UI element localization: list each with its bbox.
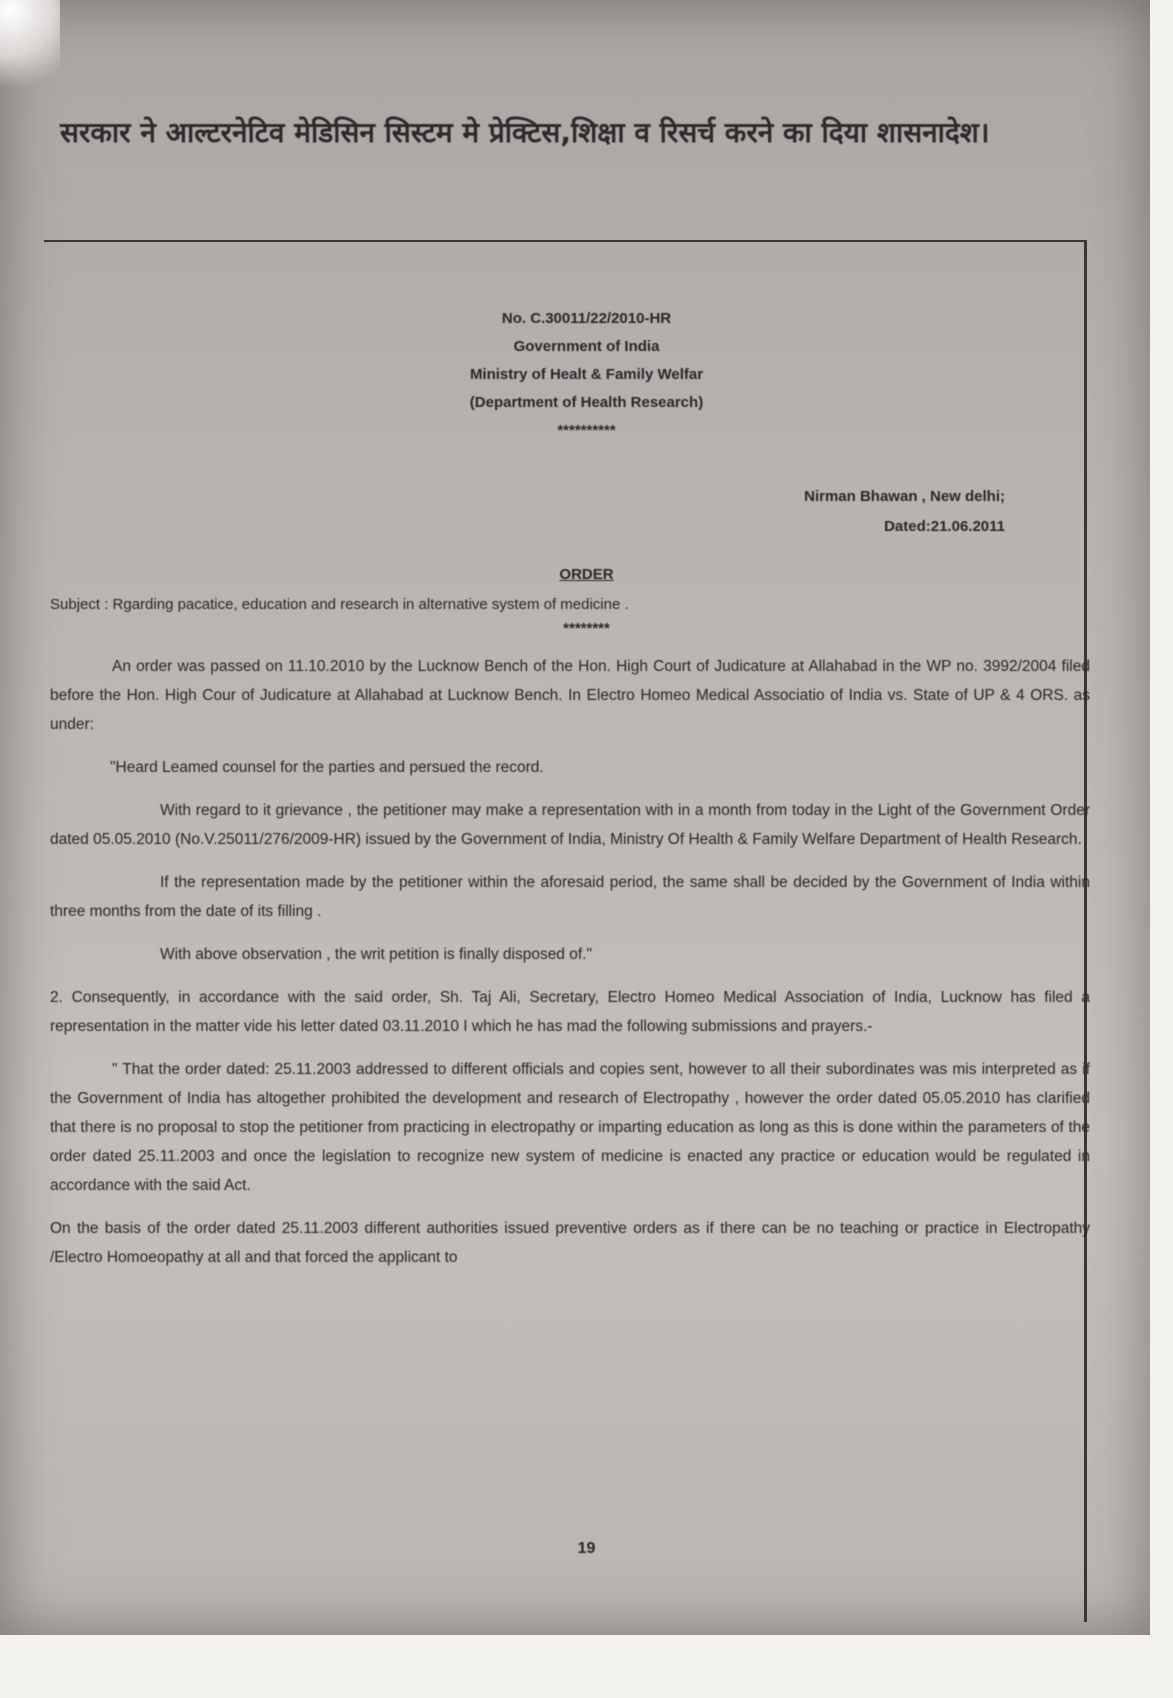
separator-stars: **********	[557, 422, 616, 439]
page-number: 19	[577, 1540, 596, 1557]
paragraph-1: An order was passed on 11.10.2010 by the Lucknow Bench of the Hon. High Court of Judicature at Allahabad in the WP no. 3992/2004 filed before the Hon. High Cour of Judicature at Allahabad at Lucknow Bench. In Electro Homeo Medical Associatio of India vs. State of UP & 4 ORS. as under:	[50, 658, 1090, 733]
paragraph-2: "Heard Leamed counsel for the parties and persued the record.	[110, 759, 544, 776]
paragraph-5: With above observation , the writ petition is finally disposed of."	[160, 946, 592, 963]
separator-stars-2: ********	[563, 620, 610, 637]
department-name: (Department of Health Research)	[469, 394, 704, 411]
paragraph-6: 2. Consequently, in accordance with the said order, Sh. Taj Ali, Secretary, Electro Homeo Medical Association of India, Lucknow has filed a representation in the matter vide his letter dated 03.11.2010 I which he has mad the following submissions and prayers.-	[50, 989, 1090, 1035]
order-body	[50, 652, 1090, 1286]
ministry-name: Ministry of Healt & Family Welfar	[469, 366, 704, 383]
page-corner-stain	[0, 0, 60, 110]
place-date-block	[804, 482, 1005, 542]
reference-number: No. C.30011/22/2010-HR	[501, 310, 672, 327]
subject-line: Subject : Rgarding pacatice, education and research in alternative system of medicine .	[50, 596, 629, 613]
letterhead	[0, 305, 1173, 445]
place: Nirman Bhawan , New delhi;	[804, 488, 1005, 505]
paragraph-3: With regard to it grievance , the petitioner may make a representation with in a month from today in the Light of the Government Order dated 05.05.2010 (No.V.25011/276/2009-HR) issued by the Government of India, Ministry Of Health & Family Welfare Department of Health Research.	[50, 802, 1090, 848]
paragraph-7: " That the order dated: 25.11.2003 addressed to different officials and copies sent, however to all their subordinates was mis interpreted as if the Government of India has altogether prohibited the development and research of Electropathy , however the order dated 05.05.2010 has clarified that there is no proposal to stop the petitioner from practicing in electropathy or imparting education as long as this is done within the parameters of the order dated 25.11.2003 and once the legislation to recognize new system of medicine is enacted any practice or education would be regulated in accordance with the said Act.	[50, 1061, 1090, 1194]
order-title: ORDER	[559, 566, 614, 583]
government-name: Government of India	[513, 338, 660, 355]
hindi-heading: सरकार ने आल्टरनेटिव मेडिसिन सिस्टम मे प्रेक्टिस,शिक्षा व रिसर्च करने का दिया शासनादेश।	[60, 116, 990, 149]
paragraph-8: On the basis of the order dated 25.11.2003 different authorities issued preventive orders as if there can be no teaching or practice in Electropathy /Electro Homoeopathy at all and that forced the applicant to	[50, 1220, 1090, 1266]
date: Dated:21.06.2011	[884, 518, 1005, 535]
paragraph-4: If the representation made by the petitioner within the aforesaid period, the same shall be decided by the Government of India within three months from the date of its filling .	[50, 874, 1090, 920]
